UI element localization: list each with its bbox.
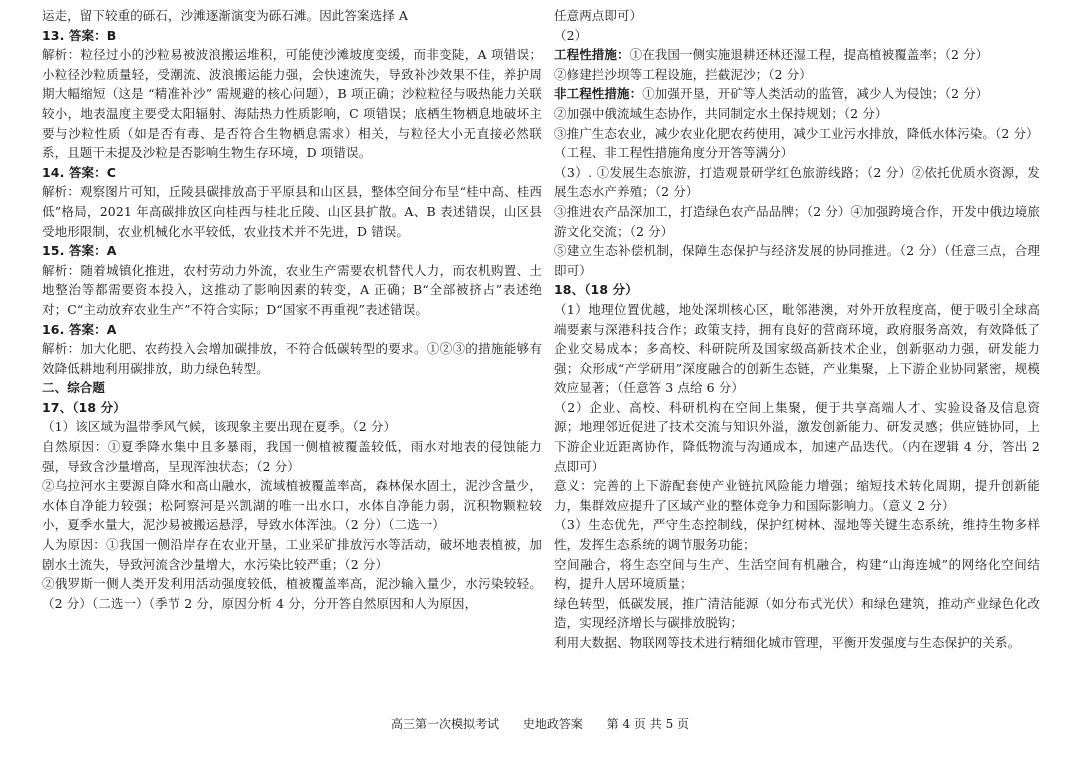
q17-part3-b: ③推进农产品深加工，打造绿色农产品品牌；（2 分）④加强跨境合作，开发中俄边境旅游文化交流；（2 分） xyxy=(554,203,1040,239)
q16-explanation: 解析：加大化肥、农药投入会增加碳排放，不符合低碳转型的要求。①②③的措施能够有效降低耕地利用碳排放，助力绿色转型。 xyxy=(42,341,542,376)
q17-part3-a: （3）. ①发展生态旅游，打造观景研学红色旅游线路；（2 分）②依托优质水资源，发展生态水产养殖；（2 分） xyxy=(554,164,1040,200)
non-engineering-measure-1 xyxy=(554,84,1040,104)
q17-part2-label: （2） xyxy=(554,27,588,43)
q17-continuation: 任意两点即可） xyxy=(554,8,643,23)
q18-heading: 18、（18 分） xyxy=(554,282,638,298)
q18-part3-d: 利用大数据、物联网等技术进行精细化城市管理，平衡开发强度与生态保护的关系。 xyxy=(554,635,1021,650)
q17-part3-c: ⑤建立生态补偿机制，保障生态保护与经济发展的协同推进。（2 分）（任意三点，合理即可） xyxy=(554,243,1040,278)
footer-subject: 史地政答案 xyxy=(522,717,583,731)
non-engineering-measure-2: ②加强中俄流域生态协作，共同制定水土保持规划；（2 分） xyxy=(554,105,888,121)
intro-text: 运走，留下较重的砾石，沙滩逐渐演变为砾石滩。因此答案选择 A xyxy=(42,8,409,23)
q18-part3-a: （3）生态优先，严守生态控制线，保护红树林、湿地等关键生态系统，维持生物多样性，发挥生态系统的调节服务功能； xyxy=(554,517,1040,553)
q17-heading: 17、（18 分） xyxy=(42,399,126,415)
q18-part3-c: 绿色转型，低碳发展，推广清洁能源（如分布式光伏）和绿色建筑，推动产业绿色化改造，实现经济增长与碳排放脱钩； xyxy=(554,595,1040,631)
q17-human-reason-2: ②俄罗斯一侧人类开发利用活动强度较低，植被覆盖率高，泥沙输入量少，水污染较轻。（2 分）（二选一）（季节 2 分，原因分析 4 分，分开答自然原因和人为原因， xyxy=(42,576,542,611)
q18-part2: （2）企业、高校、科研机构在空间上集聚，便于共享高端人才、实验设备及信息资源；地理邻近促进了技术交流与知识外溢，激发创新能力、研发灵感；供应链协同，上下游企业近距离协作，降低物流与沟通成本，加速产品迭代。（内在逻辑 4 分，答出 2 点即可） xyxy=(554,399,1040,474)
page-footer xyxy=(0,715,1080,732)
engineering-measure-1 xyxy=(554,45,1040,65)
right-column xyxy=(554,6,1040,653)
q14-explanation: 解析：观察图片可知，丘陵县碳排放高于平原县和山区县，整体空间分布呈“桂中高、桂西低”格局，2021 年高碳排放区向桂西与桂北丘陵、山区县扩散。A、B 表述错误，山区县受地形限制，农业机械化水平较低，农业技术并不先进，D 错误。 xyxy=(42,184,542,239)
q13-explanation: 解析：粒径过小的沙粒易被波浪搬运堆积，可能使沙滩坡度变缓，而非变陡，A 项错误；小粒径沙粒质量轻，受潮流、波浪搬运能力强，会快速流失，导致补沙效果不佳，养护周期大幅缩短（这是 “精准补沙” 需规避的核心问题），B 项正确；沙粒粒径与吸热能力关联较小，地表温度主要受太阳辐射、海陆热力性质影响，C 项错误；底栖生物栖息地破坏主要与沙粒性质（如是否有毒、是否符合生物栖息需求）相关，与粒径大小无直接必然联系，且题干未提及沙粒是否影响生物生存环境，D 项错误。 xyxy=(42,47,542,161)
non-engineering-measure-3: ③推广生态农业，减少农业化肥农药使用，减少工业污水排放，降低水体污染。（2 分） xyxy=(554,125,1039,141)
engineering-measure-2: ②修建拦沙坝等工程设施，拦截泥沙；（2 分） xyxy=(554,66,812,82)
q16-answer-heading: 16. 答案：A xyxy=(42,321,117,337)
q15-explanation: 解析：随着城镇化推进，农村劳动力外流，农业生产需要农机替代人力，而农机购置、土地整治等都需要资本投入，这推动了影响因素的转变，A 正确；B“全部被挤占”表述绝对；C“主动放弃农业生产”不符合实际；D“国家不再重视”表述错误。 xyxy=(42,262,542,317)
q17-natural-reason-1: 自然原因：①夏季降水集中且多暴雨，我国一侧植被覆盖较低，雨水对地表的侵蚀能力强，导致含沙量增高，呈现浑浊状态；（2 分） xyxy=(42,439,542,474)
non-engineering-measure-1-text: ①加强开垦，开矿等人类活动的监管，减少人为侵蚀；（2 分） xyxy=(642,86,989,102)
engineering-label: 工程性措施： xyxy=(554,47,630,63)
q15-answer-heading: 15. 答案：A xyxy=(42,243,117,259)
section-two-heading: 二、综合题 xyxy=(42,380,106,396)
q17-human-reason-1: 人为原因：①我国一侧沿岸存在农业开垦，工业采矿排放污水等活动，破坏地表植被，加剧水土流失，导致河流含沙量增大，水污染比较严重；（2 分） xyxy=(42,537,542,572)
q13-answer-heading: 13. 答案：B xyxy=(42,27,117,43)
q17-natural-reason-2: ②乌拉河水主要源自降水和高山融水，流域植被覆盖率高，森林保水固土，泥沙含量少，水体自净能力较强；松阿察河是兴凯湖的唯一出水口，水体自净能力弱，沉积物颗粒较小，夏季水量大，泥沙易被搬运悬浮，导致水体浑浊。（2 分）（二选一） xyxy=(42,478,542,533)
footer-exam-name: 高三第一次模拟考试 xyxy=(390,717,499,731)
non-engineering-label: 非工程性措施： xyxy=(554,86,643,102)
q18-significance: 意义：完善的上下游配套使产业链抗风险能力增强；缩短技术转化周期，提升创新能力，集群效应提升了区域产业的整体竞争力和国际影响力。（意义 2 分） xyxy=(554,478,1040,513)
q18-part3-b: 空间融合，将生态空间与生产、生活空间有机融合，构建“山海连城”的网络化空间结构，提升人居环境质量； xyxy=(554,556,1040,592)
scoring-note: （工程、非工程性措施角度分开答等满分） xyxy=(554,145,794,161)
q18-part1: （1）地理位置优越，地处深圳核心区，毗邻港澳，对外开放程度高，便于吸引全球高端要素与深港科技合作；政策支持，拥有良好的营商环境，政府服务高效，有效降低了企业交易成本；多高校、科研院所及国家级高新技术企业，创新驱动力强，研发能力强；众形成“产学研用”深度融合的创新生态链，产业集聚，上下游企业协同紧密，规模效应显著；（任意答 3 点给 6 分） xyxy=(554,301,1040,396)
engineering-measure-1-text: ①在我国一侧实施退耕还林还湿工程，提高植被覆盖率；（2 分） xyxy=(629,47,989,63)
q17-part1: （1）该区域为温带季风气候，该现象主要出现在夏季。（2 分） xyxy=(42,419,397,435)
left-column xyxy=(42,6,542,613)
footer-page-number: 第 4 页 共 5 页 xyxy=(606,717,690,731)
q14-answer-heading: 14. 答案：C xyxy=(42,164,116,180)
